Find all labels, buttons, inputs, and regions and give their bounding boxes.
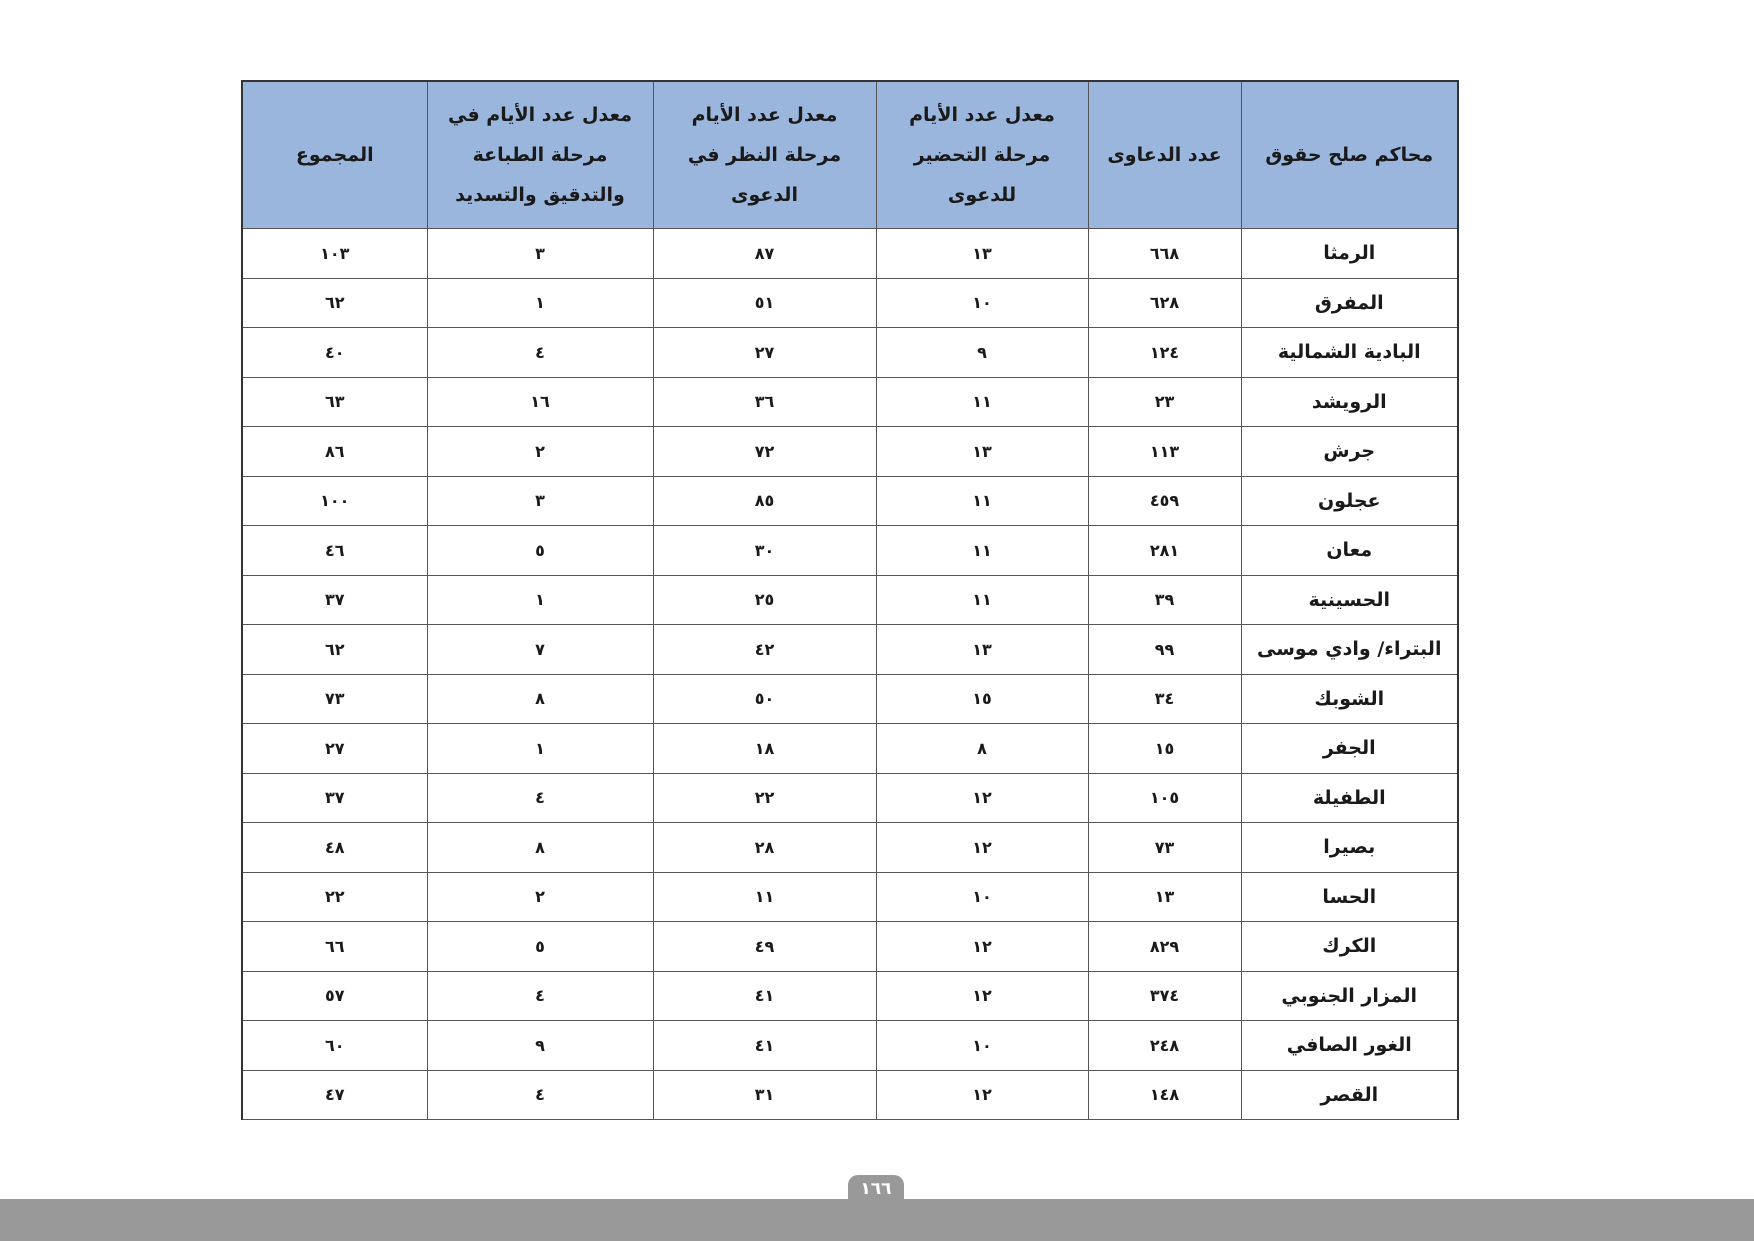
table-header-row xyxy=(242,81,1458,229)
table-row xyxy=(242,625,1458,675)
table-row xyxy=(242,971,1458,1021)
cell-preparation-days: ١٢ xyxy=(876,922,1088,972)
cell-court: الرويشد xyxy=(1241,377,1458,427)
table-row xyxy=(242,1070,1458,1120)
cell-review-days: ١١ xyxy=(653,872,876,922)
cell-printing-days: ٥ xyxy=(427,526,653,576)
cell-preparation-days: ١٢ xyxy=(876,823,1088,873)
table-row xyxy=(242,1021,1458,1071)
cell-preparation-days: ١٠ xyxy=(876,872,1088,922)
cell-case-count: ١٢٤ xyxy=(1088,328,1241,378)
cell-total: ٤٦ xyxy=(242,526,427,576)
cell-total: ٤٨ xyxy=(242,823,427,873)
cell-case-count: ٧٣ xyxy=(1088,823,1241,873)
header-review-days: معدل عدد الأيام مرحلة النظر في الدعوى xyxy=(653,81,876,229)
cell-review-days: ٢٥ xyxy=(653,575,876,625)
cell-total: ٤٧ xyxy=(242,1070,427,1120)
cell-case-count: ٤٥٩ xyxy=(1088,476,1241,526)
cell-printing-days: ٤ xyxy=(427,328,653,378)
table-row xyxy=(242,377,1458,427)
table-row xyxy=(242,724,1458,774)
cell-review-days: ٣٦ xyxy=(653,377,876,427)
footer-bar xyxy=(0,1199,1754,1241)
cell-preparation-days: ١٠ xyxy=(876,278,1088,328)
cell-printing-days: ٣ xyxy=(427,476,653,526)
page-number: ١٦٦ xyxy=(848,1175,904,1205)
cell-court: الحسا xyxy=(1241,872,1458,922)
table-row xyxy=(242,872,1458,922)
cell-review-days: ٥١ xyxy=(653,278,876,328)
cell-preparation-days: ١٢ xyxy=(876,971,1088,1021)
cell-case-count: ٦٢٨ xyxy=(1088,278,1241,328)
header-printing-days: معدل عدد الأيام في مرحلة الطباعة والتدقيق والتسديد xyxy=(427,81,653,229)
cell-court: البادية الشمالية xyxy=(1241,328,1458,378)
table-row xyxy=(242,476,1458,526)
cell-case-count: ٣٩ xyxy=(1088,575,1241,625)
cell-printing-days: ٤ xyxy=(427,773,653,823)
cell-review-days: ٣١ xyxy=(653,1070,876,1120)
cell-case-count: ١٠٥ xyxy=(1088,773,1241,823)
cell-court: المزار الجنوبي xyxy=(1241,971,1458,1021)
cell-total: ٦٠ xyxy=(242,1021,427,1071)
cell-preparation-days: ١٥ xyxy=(876,674,1088,724)
table-row xyxy=(242,922,1458,972)
cell-printing-days: ٧ xyxy=(427,625,653,675)
cell-case-count: ١٣ xyxy=(1088,872,1241,922)
cell-review-days: ٤٩ xyxy=(653,922,876,972)
cell-preparation-days: ١١ xyxy=(876,526,1088,576)
cell-printing-days: ١ xyxy=(427,724,653,774)
cell-printing-days: ٢ xyxy=(427,427,653,477)
cell-case-count: ١١٣ xyxy=(1088,427,1241,477)
cell-case-count: ٣٤ xyxy=(1088,674,1241,724)
cell-preparation-days: ١١ xyxy=(876,476,1088,526)
cell-review-days: ٨٥ xyxy=(653,476,876,526)
cell-printing-days: ٩ xyxy=(427,1021,653,1071)
header-court: محاكم صلح حقوق xyxy=(1241,81,1458,229)
cell-case-count: ٦٦٨ xyxy=(1088,229,1241,279)
cell-total: ١٠٠ xyxy=(242,476,427,526)
cell-printing-days: ٤ xyxy=(427,1070,653,1120)
cell-preparation-days: ٨ xyxy=(876,724,1088,774)
cell-case-count: ٨٢٩ xyxy=(1088,922,1241,972)
cell-case-count: ٢٣ xyxy=(1088,377,1241,427)
cell-preparation-days: ٩ xyxy=(876,328,1088,378)
cell-case-count: ٢٨١ xyxy=(1088,526,1241,576)
cell-review-days: ٢٨ xyxy=(653,823,876,873)
cell-preparation-days: ١١ xyxy=(876,575,1088,625)
cell-preparation-days: ١١ xyxy=(876,377,1088,427)
cell-printing-days: ٣ xyxy=(427,229,653,279)
table-body xyxy=(242,229,1458,1120)
table-row xyxy=(242,278,1458,328)
cell-review-days: ٢٢ xyxy=(653,773,876,823)
cell-printing-days: ٥ xyxy=(427,922,653,972)
table-row xyxy=(242,229,1458,279)
cell-total: ٤٠ xyxy=(242,328,427,378)
cell-printing-days: ٨ xyxy=(427,674,653,724)
cell-total: ١٠٣ xyxy=(242,229,427,279)
cell-total: ٢٢ xyxy=(242,872,427,922)
cell-review-days: ٤١ xyxy=(653,1021,876,1071)
cell-case-count: ١٤٨ xyxy=(1088,1070,1241,1120)
cell-court: الغور الصافي xyxy=(1241,1021,1458,1071)
cell-total: ٢٧ xyxy=(242,724,427,774)
table-row xyxy=(242,674,1458,724)
cell-court: الطفيلة xyxy=(1241,773,1458,823)
cell-total: ٦٦ xyxy=(242,922,427,972)
cell-court: الرمثا xyxy=(1241,229,1458,279)
cell-review-days: ٢٧ xyxy=(653,328,876,378)
cell-review-days: ١٨ xyxy=(653,724,876,774)
cell-review-days: ٣٠ xyxy=(653,526,876,576)
header-case-count: عدد الدعاوى xyxy=(1088,81,1241,229)
cell-printing-days: ٤ xyxy=(427,971,653,1021)
cell-preparation-days: ١٠ xyxy=(876,1021,1088,1071)
cell-printing-days: ١ xyxy=(427,575,653,625)
cell-court: عجلون xyxy=(1241,476,1458,526)
table-row xyxy=(242,823,1458,873)
table-row xyxy=(242,427,1458,477)
cell-preparation-days: ١٣ xyxy=(876,427,1088,477)
cell-total: ٣٧ xyxy=(242,575,427,625)
table-row xyxy=(242,575,1458,625)
cell-total: ٦٢ xyxy=(242,625,427,675)
cell-case-count: ١٥ xyxy=(1088,724,1241,774)
cell-total: ٨٦ xyxy=(242,427,427,477)
cell-court: القصر xyxy=(1241,1070,1458,1120)
cell-total: ٦٣ xyxy=(242,377,427,427)
cell-review-days: ٧٢ xyxy=(653,427,876,477)
cell-total: ٥٧ xyxy=(242,971,427,1021)
cell-court: الحسينية xyxy=(1241,575,1458,625)
cell-case-count: ٢٤٨ xyxy=(1088,1021,1241,1071)
cell-court: الكرك xyxy=(1241,922,1458,972)
cell-printing-days: ١٦ xyxy=(427,377,653,427)
cell-review-days: ٤٢ xyxy=(653,625,876,675)
cell-case-count: ٣٧٤ xyxy=(1088,971,1241,1021)
cell-total: ٦٢ xyxy=(242,278,427,328)
cell-printing-days: ٢ xyxy=(427,872,653,922)
cell-court: بصيرا xyxy=(1241,823,1458,873)
cell-total: ٧٣ xyxy=(242,674,427,724)
cell-review-days: ٤١ xyxy=(653,971,876,1021)
table-row xyxy=(242,328,1458,378)
table-row xyxy=(242,526,1458,576)
cell-court: الجفر xyxy=(1241,724,1458,774)
cell-court: الشوبك xyxy=(1241,674,1458,724)
cell-preparation-days: ١٢ xyxy=(876,773,1088,823)
header-total: المجموع xyxy=(242,81,427,229)
cell-total: ٣٧ xyxy=(242,773,427,823)
courts-statistics-table xyxy=(241,80,1459,1120)
cell-printing-days: ٨ xyxy=(427,823,653,873)
cell-preparation-days: ١٣ xyxy=(876,229,1088,279)
cell-case-count: ٩٩ xyxy=(1088,625,1241,675)
cell-court: معان xyxy=(1241,526,1458,576)
table-row xyxy=(242,773,1458,823)
cell-court: البتراء/ وادي موسى xyxy=(1241,625,1458,675)
cell-court: جرش xyxy=(1241,427,1458,477)
header-preparation-days: معدل عدد الأيام مرحلة التحضير للدعوى xyxy=(876,81,1088,229)
cell-court: المفرق xyxy=(1241,278,1458,328)
cell-preparation-days: ١٣ xyxy=(876,625,1088,675)
cell-review-days: ٨٧ xyxy=(653,229,876,279)
cell-printing-days: ١ xyxy=(427,278,653,328)
cell-review-days: ٥٠ xyxy=(653,674,876,724)
cell-preparation-days: ١٢ xyxy=(876,1070,1088,1120)
